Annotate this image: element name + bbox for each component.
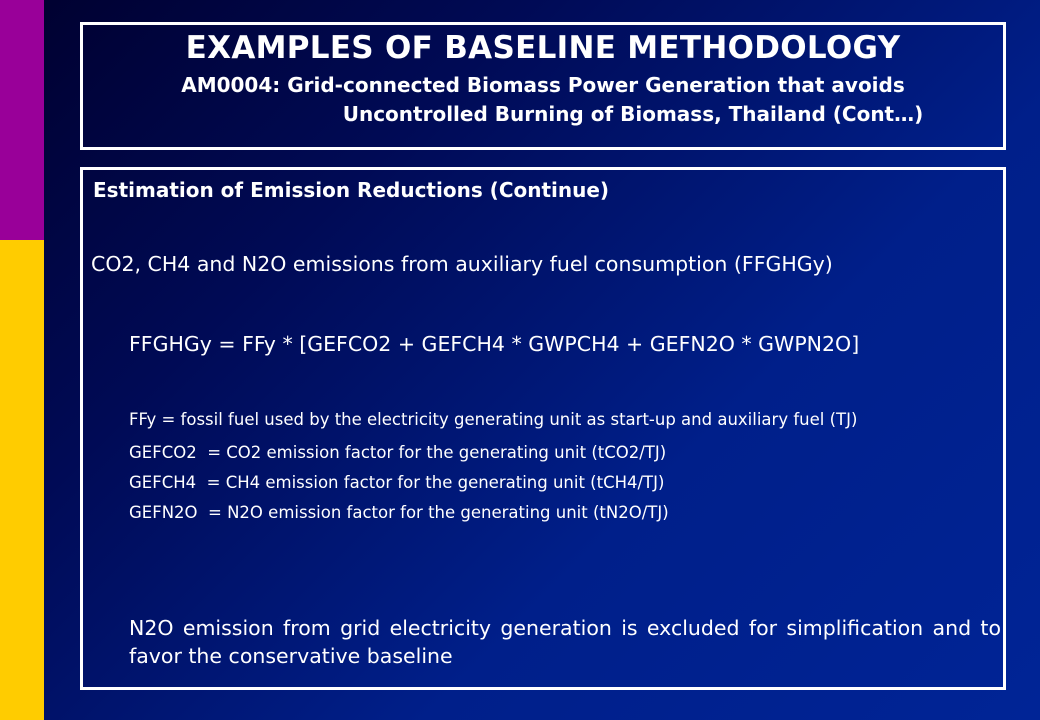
- definition-item: [129, 443, 1001, 462]
- subtitle-line-2: Uncontrolled Burning of Biomass, Thailand (Cont…): [342, 102, 924, 126]
- title-box: [80, 22, 1006, 150]
- definition-desc: fossil fuel used by the electricity generating unit as start-up and auxiliary fuel (TJ): [180, 410, 858, 429]
- slide-subtitle: [83, 71, 1003, 129]
- intro-text: CO2, CH4 and N2O emissions from auxiliary fuel consumption (FFGHGy): [91, 252, 833, 276]
- definition-desc: N2O emission factor for the generating unit (tN2O/TJ): [227, 503, 669, 522]
- definition-desc: CO2 emission factor for the generating unit (tCO2/TJ): [226, 443, 667, 462]
- definition-term: GEFCH4 =: [129, 473, 226, 492]
- section-heading: Estimation of Emission Reductions (Continue): [93, 178, 610, 202]
- exclusion-note: N2O emission from grid electricity generation is excluded for simplification and to favor the conservative baseline: [129, 616, 1001, 668]
- definition-item: [129, 410, 1001, 429]
- purple-side-bar: [0, 0, 44, 240]
- definition-term: FFy =: [129, 410, 181, 429]
- definitions-list: [129, 410, 1001, 533]
- definition-term: GEFN2O =: [129, 503, 228, 522]
- yellow-side-bar: [0, 240, 44, 720]
- formula: FFGHGy = FFy * [GEFCO2 + GEFCH4 * GWPCH4 + GEFN2O * GWPN2O]: [129, 332, 860, 356]
- definition-item: [129, 503, 1001, 522]
- definition-desc: CH4 emission factor for the generating unit (tCH4/TJ): [225, 473, 665, 492]
- subtitle-line-1: AM0004: Grid-connected Biomass Power Generation that avoids: [181, 73, 905, 97]
- definition-item: [129, 473, 1001, 492]
- slide-title: EXAMPLES OF BASELINE METHODOLOGY: [185, 30, 901, 66]
- content-box: [80, 167, 1006, 690]
- definition-term: GEFCO2 =: [129, 443, 227, 462]
